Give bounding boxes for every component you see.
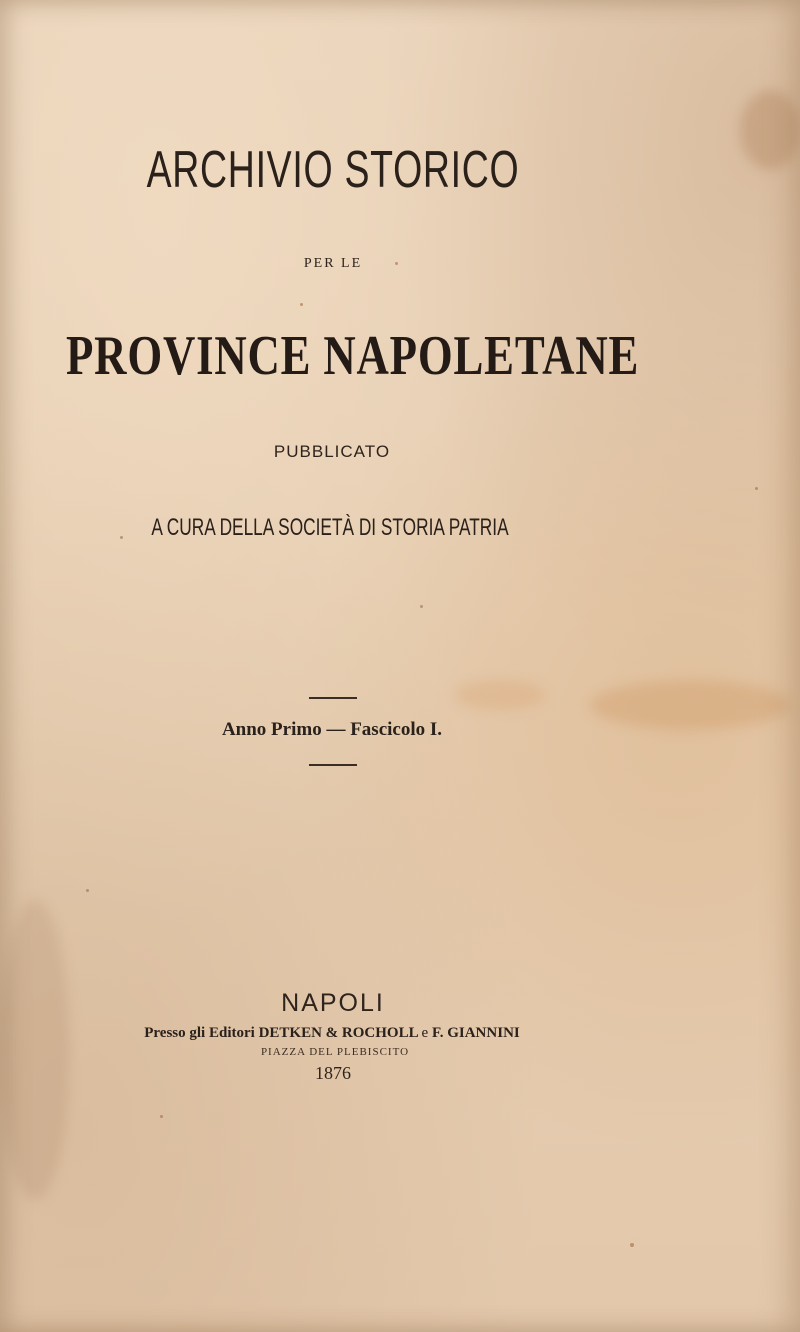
paper-speck — [420, 605, 423, 608]
paper-speck — [755, 487, 758, 490]
imprint-address: PIAZZA DEL PLEBISCITO — [260, 1046, 410, 1058]
publisher-names: DETKEN & ROCHOLL — [258, 1025, 418, 1041]
publisher-second: F. GIANNINI — [431, 1025, 520, 1041]
editor-line: A CURA DELLA SOCIETÀ DI STORIA PATRIA — [151, 514, 509, 541]
paper-stain — [455, 680, 545, 710]
issue-line: Anno Primo — Fascicolo I. — [221, 719, 443, 740]
imprint-publisher — [0, 1025, 664, 1042]
paper-speck — [300, 303, 303, 306]
paper-speck — [86, 889, 89, 892]
paper-speck — [160, 1115, 163, 1118]
connector-text: PER LE — [303, 256, 363, 271]
imprint-city: NAPOLI — [281, 989, 385, 1017]
imprint-year: 1876 — [315, 1063, 351, 1083]
paper-stain — [740, 90, 800, 170]
published-label: PUBBLICATO — [273, 442, 391, 461]
divider-rule-bottom — [309, 764, 357, 766]
publisher-prefix: Presso gli Editori — [144, 1025, 255, 1041]
paper-speck — [630, 1243, 634, 1247]
journal-title: ARCHIVIO STORICO — [146, 141, 520, 199]
publisher-joiner: e — [421, 1025, 429, 1041]
subject-title: PROVINCE NAPOLETANE — [66, 325, 640, 387]
divider-rule-top — [309, 697, 357, 699]
